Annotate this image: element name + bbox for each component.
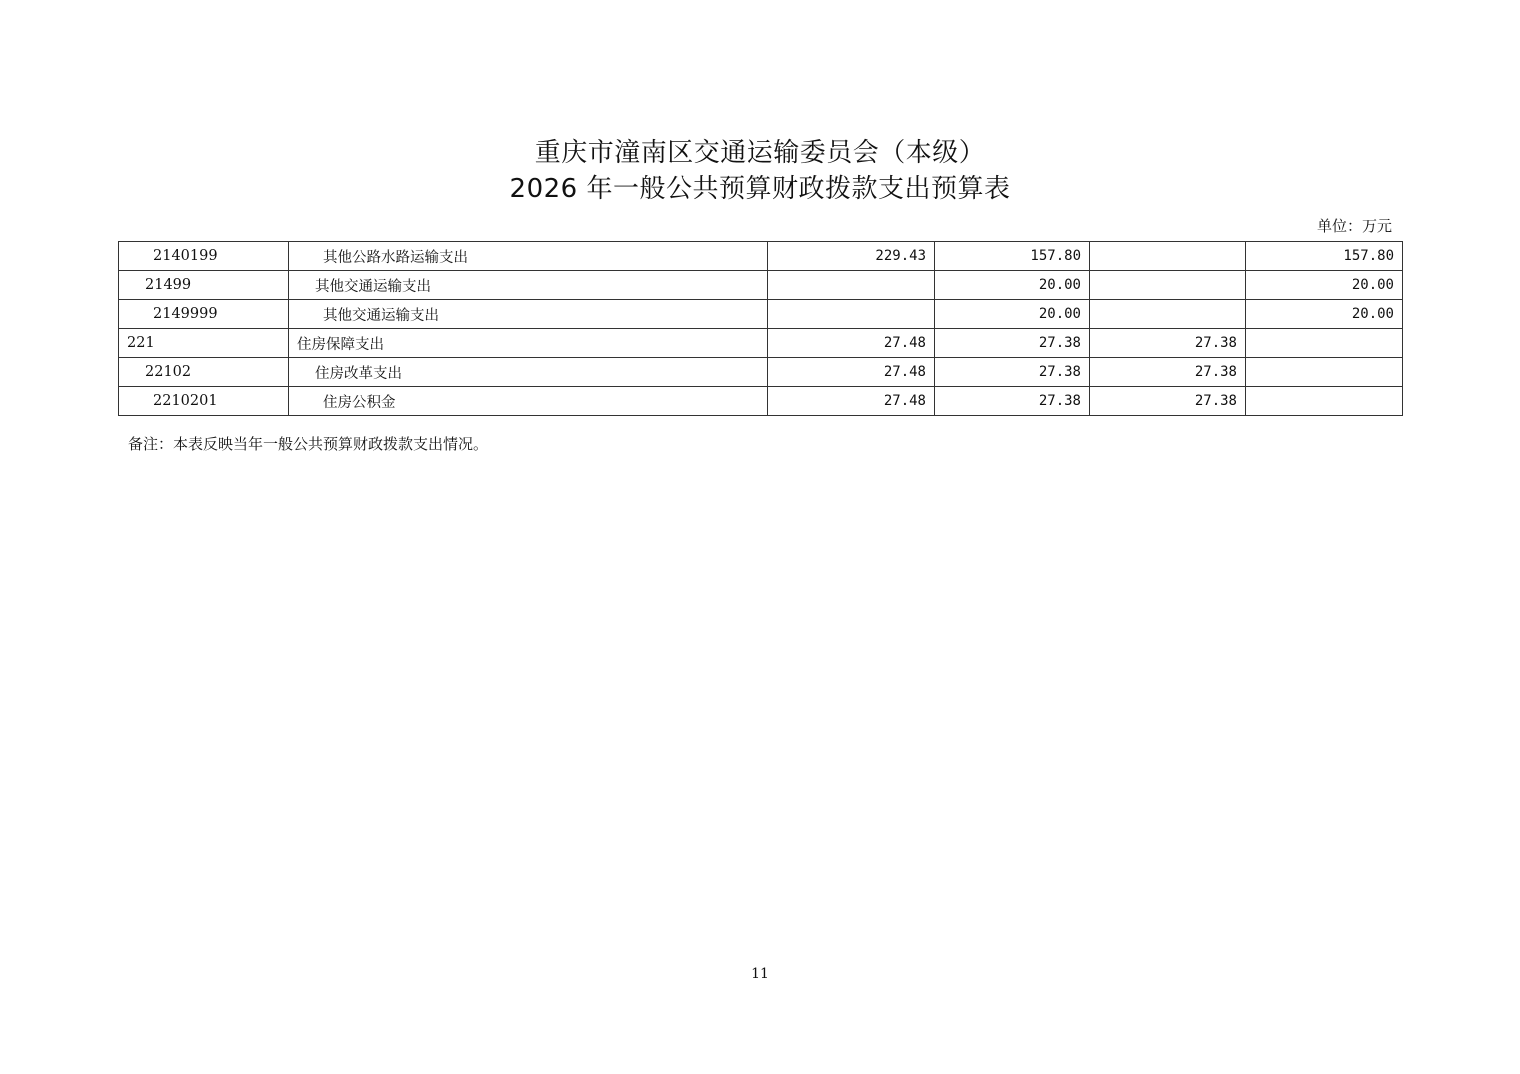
amount-cell-c1: 27.48 [768, 358, 935, 387]
amount-cell-c4 [1246, 358, 1403, 387]
page-title: 重庆市潼南区交通运输委员会（本级） [534, 138, 986, 168]
unit-label: 单位：万元 [1316, 217, 1392, 235]
amount-cell-c3 [1090, 242, 1246, 271]
amount-cell-c4: 157.80 [1246, 242, 1403, 271]
subject-name-cell: 其他交通运输支出 [289, 271, 768, 300]
page-subtitle: 2026 年一般公共预算财政拨款支出预算表 [509, 174, 1011, 204]
subject-code-cell: 21499 [119, 271, 289, 300]
amount-cell-c4 [1246, 387, 1403, 416]
amount-cell-c3: 27.38 [1090, 329, 1246, 358]
amount-cell-c2: 157.80 [935, 242, 1090, 271]
subject-code-cell: 2140199 [119, 242, 289, 271]
amount-cell-c2: 27.38 [935, 329, 1090, 358]
amount-cell-c2: 20.00 [935, 300, 1090, 329]
amount-cell-c2: 27.38 [935, 387, 1090, 416]
subject-name-cell: 其他公路水路运输支出 [289, 242, 768, 271]
subject-name-cell: 住房改革支出 [289, 358, 768, 387]
amount-cell-c3 [1090, 300, 1246, 329]
amount-cell-c4 [1246, 329, 1403, 358]
amount-cell-c1: 27.48 [768, 329, 935, 358]
subject-code-cell: 221 [119, 329, 289, 358]
table-row [119, 387, 1403, 416]
subject-name-cell: 其他交通运输支出 [289, 300, 768, 329]
amount-cell-c2: 20.00 [935, 271, 1090, 300]
amount-cell-c1 [768, 300, 935, 329]
amount-cell-c3 [1090, 271, 1246, 300]
amount-cell-c2: 27.38 [935, 358, 1090, 387]
table-row [119, 271, 1403, 300]
subject-code-cell: 2149999 [119, 300, 289, 329]
amount-cell-c3: 27.38 [1090, 358, 1246, 387]
table-row [119, 242, 1403, 271]
budget-table-body [119, 242, 1403, 416]
table-row [119, 300, 1403, 329]
amount-cell-c1: 229.43 [768, 242, 935, 271]
page-number: 11 [751, 966, 769, 982]
subject-name-cell: 住房公积金 [289, 387, 768, 416]
subject-code-cell: 22102 [119, 358, 289, 387]
amount-cell-c4: 20.00 [1246, 271, 1403, 300]
table-row [119, 358, 1403, 387]
amount-cell-c1 [768, 271, 935, 300]
table-row [119, 329, 1403, 358]
table-note: 备注：本表反映当年一般公共预算财政拨款支出情况。 [128, 435, 489, 453]
amount-cell-c4: 20.00 [1246, 300, 1403, 329]
amount-cell-c1: 27.48 [768, 387, 935, 416]
amount-cell-c3: 27.38 [1090, 387, 1246, 416]
subject-name-cell: 住房保障支出 [289, 329, 768, 358]
budget-table [118, 241, 1403, 416]
subject-code-cell: 2210201 [119, 387, 289, 416]
